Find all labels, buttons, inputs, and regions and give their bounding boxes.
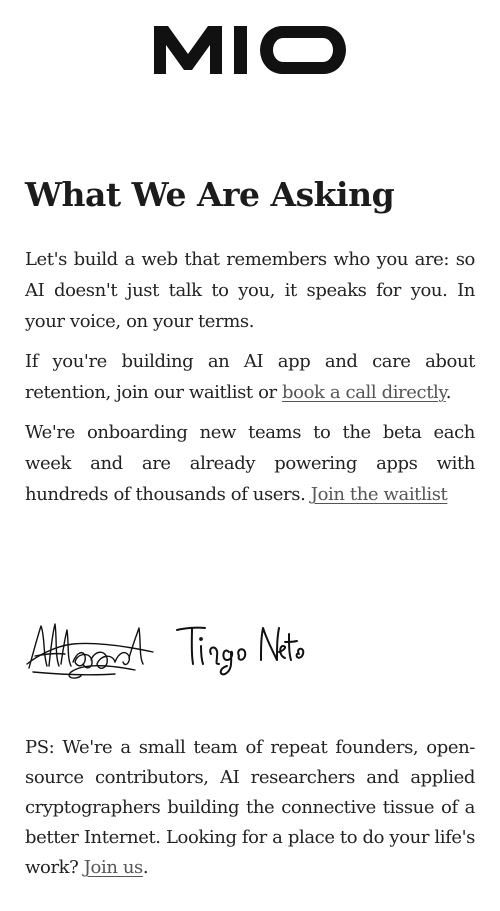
- signature-first: [25, 616, 157, 684]
- signatures: [25, 608, 325, 688]
- signature-second: [175, 620, 305, 678]
- ps-paragraph: [25, 733, 475, 883]
- waitlist-text: If you're building an AI app and care about retention, join our waitlist or: [25, 351, 475, 403]
- header: [0, 0, 500, 96]
- main-content: [25, 170, 475, 510]
- intro-paragraph: Let's build a web that remembers who you are: so AI doesn't just talk to you, it speaks for you. In your voice, on your terms.: [25, 249, 475, 332]
- onboarding-paragraph: [25, 417, 475, 510]
- ps-punct: .: [142, 857, 149, 878]
- waitlist-punct: .: [445, 382, 452, 403]
- ps-text: PS: We're a small team of repeat founders, open-source contributors, AI researchers and applied cryptographers building the connective tissue of a better Internet. Looking for a place to do your life's work?: [25, 737, 475, 878]
- page-title: What We Are Asking: [25, 175, 395, 214]
- onboarding-text: We're onboarding new teams to the beta each week and are already powering apps with hundreds of thousands of users.: [25, 422, 475, 505]
- waitlist-paragraph: [25, 346, 475, 408]
- join-us-link[interactable]: Join us: [83, 857, 143, 878]
- mio-logo[interactable]: [150, 18, 350, 78]
- ps-section: [25, 733, 475, 883]
- join-waitlist-link[interactable]: Join the waitlist: [310, 484, 448, 505]
- book-call-link[interactable]: book a call directly: [282, 382, 446, 403]
